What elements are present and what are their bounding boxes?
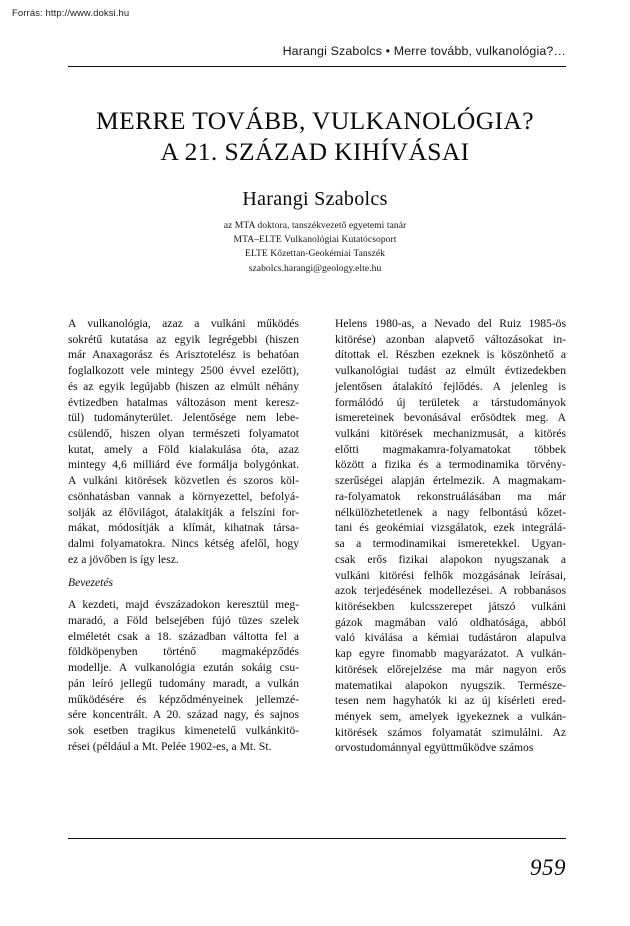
- author-email: szabolcs.harangi@geology.elte.hu: [248, 262, 382, 274]
- affiliation-line: az MTA doktora, tanszékvezető egyetemi tanár: [223, 220, 407, 231]
- text-line: ez a jövőben is így lesz.: [68, 552, 179, 566]
- text-line: dalmi folyamatokra. Nincs kétség afelől, hogy: [68, 537, 299, 551]
- text-line: ra-folyamatok rekonstruálásában ma már: [335, 489, 566, 503]
- text-line: csönhatásban vannak a környezettel, befolyá-: [68, 489, 299, 503]
- text-line: formálódó új területek a társtudományok: [335, 395, 566, 409]
- text-line: előtti magmakamra-folyamatokat többek: [335, 442, 566, 456]
- text-line: kutat, amely a Föld kialakulása óta, azaz: [68, 442, 299, 456]
- text-line: A kezdeti, majd évszázadokon keresztül meg-: [68, 598, 299, 612]
- text-line: modellje. A vulkanológia ezután sokáig csu-: [68, 661, 299, 675]
- paragraph-bevezetes: [68, 597, 299, 754]
- section-heading-bevezetes: Bevezetés: [68, 575, 114, 589]
- text-line: vulkáni kitörések mechanizmusát, a kitörés: [335, 427, 566, 441]
- text-line: sa a termodinamikai ismeretekkel. Ugyan-: [335, 537, 566, 551]
- source-watermark: Forrás: http://www.doksi.hu: [12, 8, 130, 19]
- text-line: tesen nem hagyhatók ki az új kísérleti ered-: [335, 694, 566, 708]
- text-line: orvostudománnyal együttműködve számos: [335, 741, 534, 755]
- text-line: kitörésekben kulcsszerepet játszó vulkáni: [335, 599, 566, 613]
- text-line: kitörése) azonban alapvető változásokat in-: [335, 332, 566, 346]
- text-line: gázok magmában való oldhatósága, abból: [335, 615, 566, 629]
- text-line: vulkáni kitörési felhők mozgásának leírásai,: [335, 568, 566, 582]
- column-left: [68, 316, 299, 754]
- text-line: solják az élővilágot, átalakítják a felszíni for-: [68, 505, 299, 519]
- text-line: kap egyre finomabb magyarázatot. A vulkán-: [335, 647, 566, 661]
- page-number: 959: [530, 855, 566, 880]
- author-name: Harangi Szabolcs: [242, 188, 388, 210]
- text-line: mákat, módosítják a klímát, kihatnak társa-: [68, 521, 299, 535]
- text-line: tani és geokémiai vizsgálatok, ezek integrálá-: [335, 521, 566, 535]
- text-line: már Anaxagorász és Arisztotelész is behatóan: [68, 348, 299, 362]
- text-line: tül) tudományterület. Jelentősége nem lebe-: [68, 411, 299, 425]
- text-line: Helens 1980-as, a Nevado del Ruiz 1985-ös: [335, 317, 566, 330]
- text-line: pán leíró jellegű tudomány maradt, a vulkán: [68, 676, 299, 690]
- text-line: rései (például a Mt. Pelée 1902-es, a Mt. St.: [68, 739, 272, 753]
- paragraph-continued: [335, 316, 566, 756]
- text-line: szerűségei alapján értelmezik. A magmakam-: [335, 474, 566, 488]
- text-line: azok terjedésének modellezései. A robbanásos: [335, 584, 566, 598]
- affiliation-line: MTA–ELTE Vulkanológiai Kutatócsoport: [233, 234, 397, 246]
- affiliation-block: [65, 219, 565, 276]
- text-line: sok esetben tragikus kimenetelű vulkánkitö-: [68, 723, 299, 737]
- text-line: maradó, a Föld belsejében fújó tüzes szelek: [68, 613, 299, 627]
- header-rule: [68, 66, 566, 67]
- text-line: matematikai alapokon nyugszik. Természe-: [335, 678, 566, 692]
- running-head: Harangi Szabolcs • Merre tovább, vulkanológia?…: [282, 44, 566, 58]
- text-line: kitörések előrejelzése ma már nagyon erős: [335, 662, 566, 676]
- text-line: csülendő, hiszen olyan természeti folyamatot: [68, 427, 299, 441]
- title-line-1: MERRE TOVÁBB, VULKANOLÓGIA?: [96, 106, 534, 135]
- title-block: [65, 105, 565, 167]
- page-title: [65, 105, 565, 167]
- text-line: A vulkanológia, azaz a vulkáni működés: [68, 317, 299, 330]
- text-line: való kiválása a kémiai tudástáron alapulva: [335, 631, 566, 645]
- paragraph-intro: [68, 316, 299, 568]
- text-line: csak erős fizikai alapokon nyugszanak a: [335, 552, 566, 566]
- text-line: között a fizika és a termodinamika törvény-: [335, 458, 566, 472]
- body-columns: [68, 316, 566, 826]
- text-line: mények sem, amelyek igyekeznek a vulkán-: [335, 709, 566, 723]
- text-line: dítottak el. Részben ezeknek is köszönhető a: [335, 348, 566, 362]
- text-line: földköpenyben történő magmaképződés: [68, 645, 299, 659]
- column-right: [335, 316, 566, 756]
- text-line: sokrétű kutatása az egyik legrégebbi (hiszen: [68, 332, 299, 346]
- text-line: ismereteinek bevonásával erősödtek meg. A: [335, 411, 566, 425]
- text-line: foglalkozott vele mintegy 2500 évvel ezelőtt),: [68, 364, 299, 378]
- affiliation-line: ELTE Kőzettan-Geokémiai Tanszék: [245, 248, 385, 260]
- text-line: és az egyik legújabb (hiszen az elmúlt néhány: [68, 379, 299, 393]
- title-line-2: A 21. SZÁZAD KIHÍVÁSAI: [160, 137, 470, 166]
- text-line: mintegy 4,6 milliárd éve formálja bolygónkat.: [68, 458, 299, 472]
- footer-rule: [68, 838, 566, 839]
- text-line: elméletét csak a 18. században váltotta fel a: [68, 629, 299, 643]
- text-line: A vulkáni kitörések közvetlen és szoros köl-: [68, 474, 299, 488]
- text-line: jelentősen átalakító fejlődés. A jelenleg is: [335, 379, 566, 393]
- text-line: vulkanológiai tudást az elmúlt évtizedekben: [335, 364, 566, 378]
- text-line: működésére és képződményeinek jellemzé-: [68, 692, 299, 706]
- text-line: nélkülözhetetlenek a nagy felbontású kőzet-: [335, 505, 566, 519]
- text-line: kitörések számos folyamatát szimulálni. Az: [335, 725, 566, 739]
- text-line: sére koncentrált. A 20. század nagy, és sajnos: [68, 708, 299, 722]
- text-line: évtizedben hatalmas változáson ment keresz-: [68, 395, 299, 409]
